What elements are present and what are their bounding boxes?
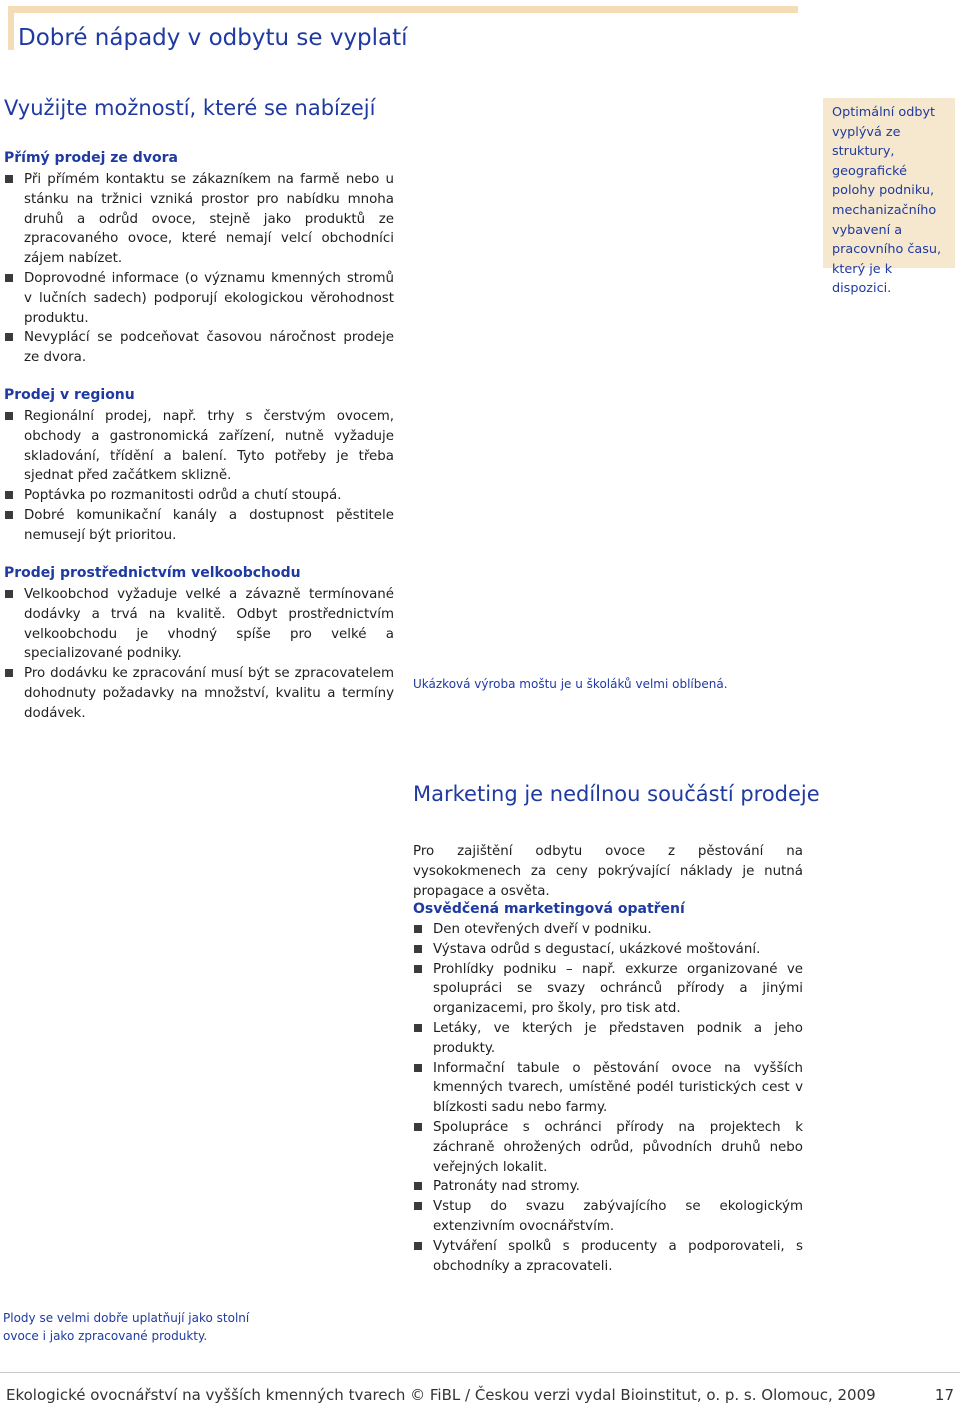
marketing-intro	[413, 842, 803, 901]
header-band-left	[8, 6, 14, 50]
section-heading-marketing: Marketing je nedílnou součástí prodeje	[413, 782, 820, 806]
subsection-direct-sales: Přímý prodej ze dvora	[4, 150, 178, 166]
list-item: Výstava odrůd s degustací, ukázkové moštování.	[413, 940, 803, 960]
footer-divider	[0, 1372, 960, 1373]
sidebar-callout	[823, 98, 955, 297]
photo-caption: Ukázková výroba moštu je u školáků velmi oblíbená.	[413, 677, 728, 691]
footer-text: Ekologické ovocnářství na vyšších kmenných tvarech © FiBL / Českou verzi vydal Bioinstitut, o. p. s. Olomouc, 2009	[6, 1386, 876, 1404]
list-item: Dobré komunikační kanály a dostupnost pěstitele nemusejí být prioritou.	[4, 506, 394, 546]
list-item: Při přímém kontaktu se zákazníkem na farmě nebo u stánku na tržnici vzniká prostor pro nabídku mnoha druhů a odrůd ovoce, stejně jako produktů ze zpracovaného ovoce, které nemají velcí obchodníci zájem nabízet.	[4, 170, 394, 269]
fruit-caption: Plody se velmi dobře uplatňují jako stolní ovoce i jako zpracované produkty.	[3, 1311, 250, 1343]
list-item: Spolupráce s ochránci přírody na projektech k záchraně ohrožených odrůd, původních druhů nebo veřejných lokalit.	[413, 1118, 803, 1177]
list-item: Velkoobchod vyžaduje velké a závazně termínované dodávky a trvá na kvalitě. Odbyt prostřednictvím velkoobchodu je vhodný spíše pro velké a specializované podniky.	[4, 585, 394, 664]
subsection-wholesale: Prodej prostřednictvím velkoobchodu	[4, 565, 301, 581]
marketing-measures-list	[413, 920, 803, 1276]
list-item: Letáky, ve kterých je představen podnik a jeho produkty.	[413, 1019, 803, 1059]
list-item: Regionální prodej, např. trhy s čerstvým ovocem, obchody a gastronomická zařízení, nutně vyžaduje skladování, třídění a balení. Tyto potřeby je třeba sjednat před začátkem sklizně.	[4, 407, 394, 486]
list-item: Doprovodné informace (o významu kmenných stromů v lučních sadech) podporují ekologickou věrohodnost produktu.	[4, 269, 394, 328]
list-item: Vytváření spolků s producenty a podporovateli, s obchodníky a zpracovateli.	[413, 1237, 803, 1277]
callout-text: Optimální odbyt vyplývá ze struktury, geografické polohy podniku, mechanizačního vybavení a pracovního času, který je k dispozici.	[832, 105, 942, 297]
list-item: Patronáty nad stromy.	[413, 1177, 803, 1197]
subsection-marketing-measures: Osvědčená marketingová opatření	[413, 901, 685, 917]
list-item: Vstup do svazu zabývajícího se ekologickým extenzivním ovocnářstvím.	[413, 1197, 803, 1237]
list-item: Den otevřených dveří v podniku.	[413, 920, 803, 940]
intro-paragraph: Pro zajištění odbytu ovoce z pěstování na vysokokmenech za ceny pokrývající náklady je nutná propagace a osvěta.	[413, 844, 803, 899]
list-item: Pro dodávku ke zpracování musí být se zpracovatelem dohodnuty požadavky na množství, kvalitu a termíny dodávek.	[4, 664, 394, 723]
header-band	[8, 6, 798, 13]
list-item: Prohlídky podniku – např. exkurze organizované ve spolupráci se svazy ochránců přírody a jinými organizacemi, pro školy, pro tisk atd.	[413, 960, 803, 1019]
section-heading-options: Využijte možností, které se nabízejí	[4, 96, 376, 120]
direct-sales-list	[4, 170, 394, 368]
page-title: Dobré nápady v odbytu se vyplatí	[18, 25, 408, 51]
page-number: 17	[934, 1386, 954, 1404]
subsection-regional-sales: Prodej v regionu	[4, 387, 135, 403]
list-item: Nevyplácí se podceňovat časovou náročnost prodeje ze dvora.	[4, 328, 394, 368]
list-item: Informační tabule o pěstování ovoce na vyšších kmenných tvarech, umístěné podél turistických cest v blízkosti sadu nebo farmy.	[413, 1059, 803, 1118]
list-item: Poptávka po rozmanitosti odrůd a chutí stoupá.	[4, 486, 394, 506]
regional-sales-list	[4, 407, 394, 546]
wholesale-list	[4, 585, 394, 724]
